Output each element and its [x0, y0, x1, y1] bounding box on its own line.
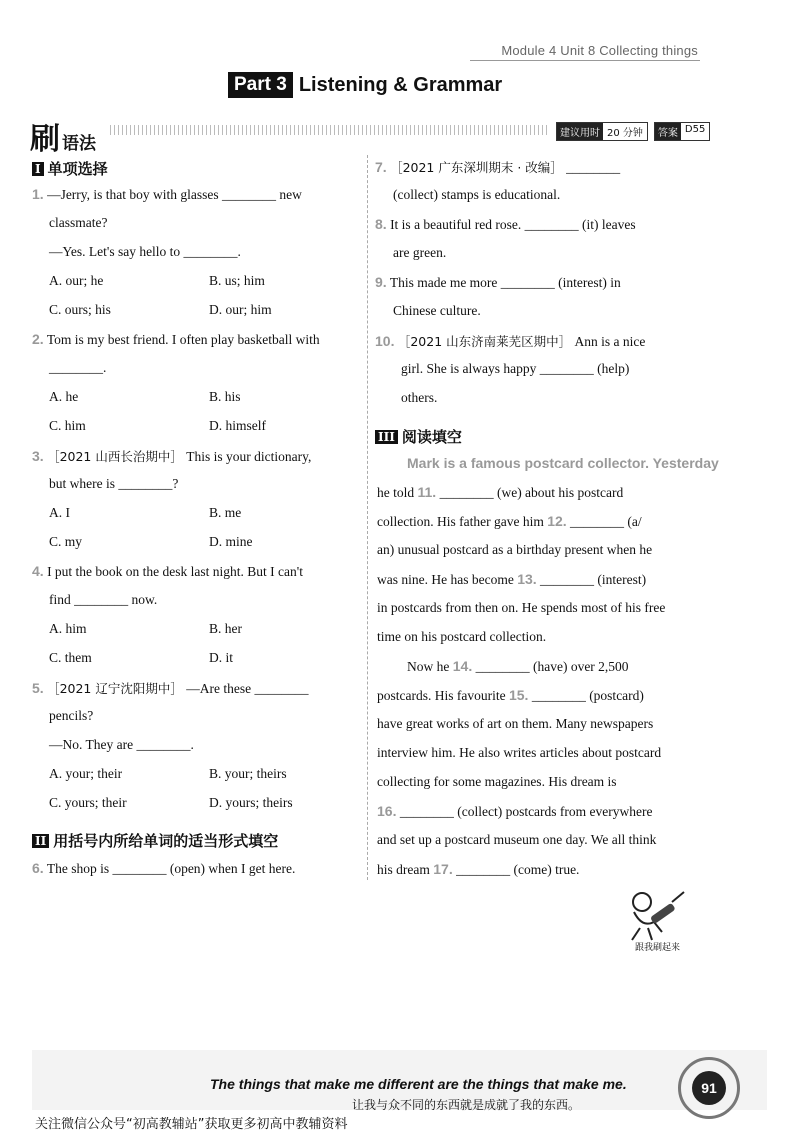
q6-text: The shop is ________ (open) when I get here. [46, 861, 296, 876]
q4-line2: find ________ now. [49, 592, 158, 607]
q1-line2: classmate? [49, 215, 108, 230]
part3-heading [375, 426, 462, 447]
q7-line1 [375, 158, 620, 176]
q7-line2: (collect) stamps is educational. [393, 187, 561, 202]
passage-line: an) unusual postcard as a birthday present when he [377, 542, 653, 557]
q10-text1: Ann is a nice [574, 334, 646, 349]
part2-title: 用括号内所给单词的适当形式填空 [53, 832, 279, 850]
part-label: Part 3 [228, 72, 293, 98]
q4-line1 [32, 563, 303, 580]
q4-text1: I put the book on the desk last night. But I can't [47, 564, 303, 579]
passage-line: his dream 17. ________ (come) true. [377, 861, 580, 877]
q4-option-d: D. it [209, 650, 234, 665]
blank-13-number: 13. [517, 571, 537, 587]
q1-option-c: C. ours; his [49, 302, 111, 317]
passage-line: time on his postcard collection. [377, 629, 547, 644]
q5-line3: —No. They are ________. [49, 737, 194, 752]
passage-line: he told 11. ________ (we) about his postcard [377, 484, 624, 500]
q3-option-b: B. me [209, 505, 242, 520]
q2-option-c: C. him [49, 418, 86, 433]
passage-line: 16. ________ (collect) postcards from everywhere [377, 803, 653, 819]
q5-option-c: C. yours; their [49, 795, 127, 810]
blank-12-number: 12. [547, 513, 567, 529]
part2-roman: II [32, 834, 49, 848]
q3-source: ［2021 山西长治期中］ [47, 449, 183, 464]
part2-heading [32, 830, 278, 851]
q5-source: ［2021 辽宁沈阳期中］ [47, 681, 183, 696]
time-value: 20 分钟 [607, 128, 643, 139]
passage-line: was nine. He has become 13. ________ (interest) [377, 571, 647, 587]
blank-17-number: 17. [433, 861, 453, 877]
q8-text1: It is a beautiful red rose. ________ (it) leaves [390, 217, 636, 232]
q5-option-d: D. yours; theirs [209, 795, 293, 810]
passage-line: interview him. He also writes articles about postcard [377, 745, 662, 760]
q7-source: ［2021 广东深圳期末 · 改编］ [390, 160, 563, 175]
q3-text1: This is your dictionary, [186, 449, 312, 464]
part-heading: Listening & Grammar [298, 73, 503, 96]
passage-line: postcards. His favourite 15. ________ (postcard) [377, 687, 644, 703]
blank-15-number: 15. [508, 687, 529, 703]
q8-line1 [375, 216, 636, 233]
passage-line: have great works of art on them. Many newspapers [377, 716, 654, 731]
q2-option-b: B. his [209, 389, 241, 404]
q2-line2: ________. [49, 360, 107, 375]
q9-number: 9. [375, 274, 387, 290]
q6-line [32, 860, 295, 877]
q1-line1 [32, 186, 302, 203]
q2-number: 2. [32, 331, 44, 347]
passage-line: and set up a postcard museum one day. We all think [377, 832, 657, 847]
q8-number: 8. [375, 216, 387, 232]
passage-line: Now he 14. ________ (have) over 2,500 [407, 658, 629, 674]
blank-14-number: 14. [452, 658, 473, 674]
running-header: Module 4 Unit 8 Collecting things [501, 43, 698, 58]
q1-option-a: A. our; he [49, 273, 104, 288]
answer-badge [654, 122, 710, 141]
q10-line2: girl. She is always happy ________ (help) [401, 361, 630, 376]
q2-text1: Tom is my best friend. I often play basketball with [46, 332, 320, 347]
part3-roman: III [375, 430, 398, 444]
q1-option-d: D. our; him [209, 302, 272, 317]
passage-line: collection. His father gave him 12. ________ (a/ [377, 513, 642, 529]
q3-number: 3. [32, 448, 44, 464]
passage-line: collecting for some magazines. His dream is [377, 774, 617, 789]
time-label: 建议用时 [557, 123, 603, 140]
q4-option-c: C. them [49, 650, 92, 665]
time-badge [556, 122, 648, 141]
header-rule [470, 60, 700, 61]
q9-text1: This made me more ________ (interest) in [389, 275, 621, 290]
q1-line3: —Yes. Let's say hello to ________. [49, 244, 241, 259]
footer-motto-cn: 让我与众不同的东西就是成就了我的东西。 [352, 1098, 581, 1112]
part-title [228, 72, 502, 98]
answer-label: 答案 [655, 123, 681, 140]
q7-text1: ________ [566, 160, 621, 175]
mascot-caption: 跟我刷起来 [635, 943, 681, 953]
q9-line2: Chinese culture. [393, 303, 481, 318]
section-badges [556, 122, 710, 141]
q3-option-a: A. I [49, 505, 70, 520]
q9-line1 [375, 274, 621, 291]
q2-option-a: A. he [49, 389, 79, 404]
q5-option-a: A. your; their [49, 766, 123, 781]
q1-option-b: B. us; him [209, 273, 265, 288]
q1-number: 1. [32, 186, 44, 202]
footer-note: 关注微信公众号“初高教辅站”获取更多初高中教辅资料 [35, 1117, 348, 1132]
q10-line1 [375, 332, 645, 350]
section-name: 语法 [62, 134, 96, 154]
q3-option-c: C. my [49, 534, 83, 549]
q5-option-b: B. your; theirs [209, 766, 287, 781]
q5-text1: —Are these ________ [186, 681, 309, 696]
q4-option-a: A. him [49, 621, 87, 636]
q5-number: 5. [32, 680, 44, 696]
q6-number: 6. [32, 860, 44, 876]
footer-motto: The things that make me different are the things that make me. [210, 1076, 627, 1092]
answer-value: D55 [684, 124, 706, 135]
column-divider [367, 155, 368, 880]
part3-title: 阅读填空 [401, 428, 462, 446]
part1-roman: I [32, 162, 44, 176]
passage-line: in postcards from then on. He spends most of his free [377, 600, 666, 615]
q8-line2: are green. [393, 245, 447, 260]
part1-heading [32, 158, 108, 179]
q10-line3: others. [401, 390, 438, 405]
q3-line1 [32, 447, 311, 465]
mascot-guitar-icon [612, 888, 692, 943]
q1-text1: —Jerry, is that boy with glasses ________ new [47, 187, 302, 202]
q7-number: 7. [375, 159, 387, 175]
q3-line2: but where is ________? [49, 476, 179, 491]
blank-16-number: 16. [377, 803, 397, 819]
section-brush-char: 刷 [30, 122, 60, 157]
q2-line1 [32, 331, 320, 348]
q5-line2: pencils? [49, 708, 94, 723]
page-number: 91 [692, 1071, 726, 1105]
section-stripe [110, 125, 550, 135]
q5-line1 [32, 679, 308, 697]
part1-title: 单项选择 [47, 160, 108, 178]
q4-option-b: B. her [209, 621, 242, 636]
blank-11-number: 11. [417, 484, 437, 500]
section-title [30, 114, 96, 158]
q4-number: 4. [32, 563, 44, 579]
q3-option-d: D. mine [209, 534, 253, 549]
passage-line: Mark is a famous postcard collector. Yesterday [407, 455, 719, 471]
q10-source: ［2021 山东济南莱芜区期中］ [397, 334, 572, 349]
q10-number: 10. [375, 333, 395, 349]
q2-option-d: D. himself [209, 418, 266, 433]
